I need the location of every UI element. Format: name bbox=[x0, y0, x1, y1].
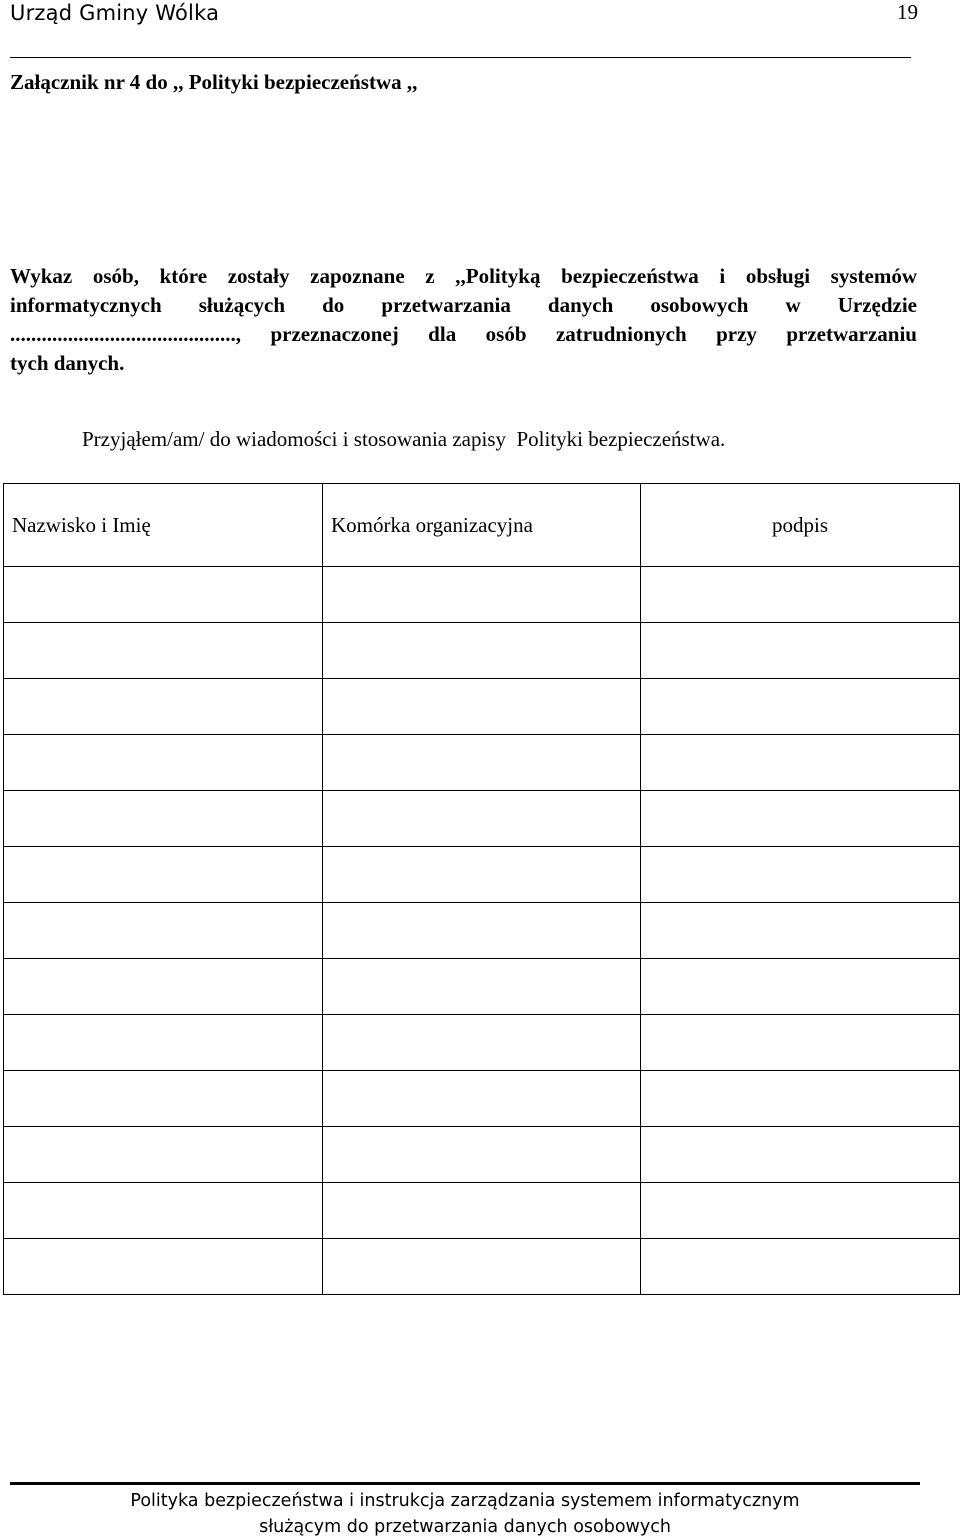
table-row bbox=[4, 1015, 960, 1071]
unit-cell[interactable] bbox=[323, 1183, 641, 1239]
unit-cell[interactable] bbox=[323, 679, 641, 735]
name-cell[interactable] bbox=[4, 847, 323, 903]
signature-cell[interactable] bbox=[641, 1015, 960, 1071]
table-row bbox=[4, 1127, 960, 1183]
signature-cell[interactable] bbox=[641, 679, 960, 735]
acceptance-statement: Przyjąłem/am/ do wiadomości i stosowania zapisy Polityki bezpieczeństwa. bbox=[82, 427, 726, 451]
signature-rows bbox=[4, 567, 960, 1295]
name-cell[interactable] bbox=[4, 1071, 323, 1127]
name-cell[interactable] bbox=[4, 567, 323, 623]
intro-paragraph bbox=[10, 262, 917, 378]
page-footer bbox=[0, 1488, 930, 1540]
name-cell[interactable] bbox=[4, 1015, 323, 1071]
name-cell[interactable] bbox=[4, 903, 323, 959]
signature-cell[interactable] bbox=[641, 623, 960, 679]
table-row bbox=[4, 903, 960, 959]
name-cell[interactable] bbox=[4, 791, 323, 847]
table-row bbox=[4, 791, 960, 847]
intro-line: tych danych. bbox=[10, 351, 125, 375]
unit-cell[interactable] bbox=[323, 623, 641, 679]
unit-cell[interactable] bbox=[323, 1071, 641, 1127]
name-cell[interactable] bbox=[4, 959, 323, 1015]
signature-cell[interactable] bbox=[641, 567, 960, 623]
table-row bbox=[4, 1071, 960, 1127]
signature-cell[interactable] bbox=[641, 1183, 960, 1239]
signature-cell[interactable] bbox=[641, 791, 960, 847]
unit-cell[interactable] bbox=[323, 791, 641, 847]
name-cell[interactable] bbox=[4, 679, 323, 735]
column-header-signature: podpis bbox=[641, 484, 960, 567]
unit-cell[interactable] bbox=[323, 1239, 641, 1295]
table-row bbox=[4, 1239, 960, 1295]
signature-cell[interactable] bbox=[641, 847, 960, 903]
table-header-row bbox=[4, 484, 960, 567]
signature-table bbox=[3, 483, 960, 1295]
table-row bbox=[4, 679, 960, 735]
footer-divider bbox=[10, 1482, 920, 1485]
signature-cell[interactable] bbox=[641, 735, 960, 791]
name-cell[interactable] bbox=[4, 623, 323, 679]
page-number: 19 bbox=[897, 0, 918, 24]
header-divider bbox=[10, 57, 911, 58]
signature-cell[interactable] bbox=[641, 1071, 960, 1127]
intro-line: ..........................................., przeznaczonej dla osób zatrudnionych przy przetwarzaniu bbox=[10, 322, 917, 346]
column-header-unit: Komórka organizacyjna bbox=[323, 484, 641, 567]
footer-line: Polityka bezpieczeństwa i instrukcja zarządzania systemem informatycznym bbox=[130, 1491, 800, 1511]
footer-line: służącym do przetwarzania danych osobowych bbox=[259, 1517, 671, 1537]
table-row bbox=[4, 847, 960, 903]
name-cell[interactable] bbox=[4, 1183, 323, 1239]
name-cell[interactable] bbox=[4, 1239, 323, 1295]
attachment-title: Załącznik nr 4 do ,, Polityki bezpieczeństwa ,, bbox=[10, 70, 418, 94]
signature-cell[interactable] bbox=[641, 903, 960, 959]
signature-cell[interactable] bbox=[641, 959, 960, 1015]
unit-cell[interactable] bbox=[323, 959, 641, 1015]
office-name: Urząd Gminy Wólka bbox=[10, 1, 220, 25]
table-row bbox=[4, 959, 960, 1015]
unit-cell[interactable] bbox=[323, 567, 641, 623]
intro-line: Wykaz osób, które zostały zapoznane z ,,Polityką bezpieczeństwa i obsługi systemów bbox=[10, 264, 917, 288]
unit-cell[interactable] bbox=[323, 903, 641, 959]
intro-line: informatycznych służących do przetwarzania danych osobowych w Urzędzie bbox=[10, 293, 917, 317]
table-row bbox=[4, 567, 960, 623]
table-row bbox=[4, 623, 960, 679]
signature-cell[interactable] bbox=[641, 1239, 960, 1295]
unit-cell[interactable] bbox=[323, 735, 641, 791]
name-cell[interactable] bbox=[4, 735, 323, 791]
unit-cell[interactable] bbox=[323, 1015, 641, 1071]
signature-cell[interactable] bbox=[641, 1127, 960, 1183]
table-row bbox=[4, 735, 960, 791]
column-header-name: Nazwisko i Imię bbox=[4, 484, 323, 567]
unit-cell[interactable] bbox=[323, 847, 641, 903]
unit-cell[interactable] bbox=[323, 1127, 641, 1183]
name-cell[interactable] bbox=[4, 1127, 323, 1183]
table-row bbox=[4, 1183, 960, 1239]
